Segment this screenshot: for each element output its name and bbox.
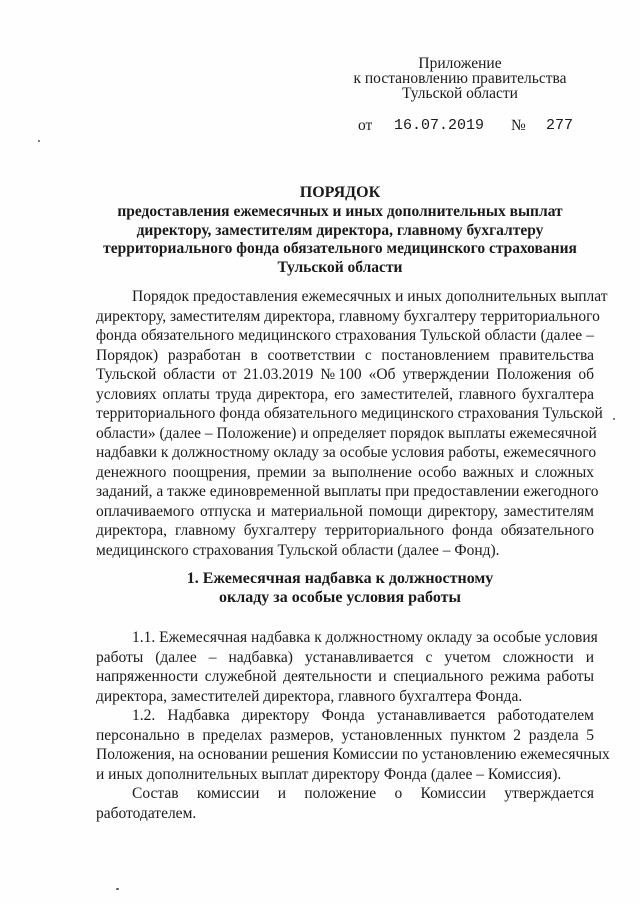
document-title: ПОРЯДОК xyxy=(299,184,381,201)
text-line: Порядок предоставления ежемесячных и иных дополнительных выплат xyxy=(132,288,608,305)
text-line: денежного поощрения, премии за выполнение особо важных и сложных xyxy=(96,463,594,481)
subtitle-line: директору, заместителям директора, главному бухгалтеру xyxy=(136,221,544,239)
subtitle-line: предоставления ежемесячных и иных дополнительных выплат xyxy=(117,203,563,220)
text-line: Тульской области от 21.03.2019 №100 «Об утверждении Положения об xyxy=(96,366,594,383)
subtitle-line: Тульской области xyxy=(277,258,403,276)
text-line: Состав комиссии и положение о Комиссии утверждается xyxy=(132,785,594,802)
text-line: директора, главному бухгалтеру территориального фонда обязательного xyxy=(96,522,594,539)
date-prefix: от xyxy=(358,117,373,134)
document-subtitle xyxy=(90,203,590,277)
text-line: оплачиваемого отпуска и материальной помощи директору, заместителям xyxy=(96,502,594,520)
paragraph-1-1 xyxy=(96,628,598,706)
text-line: и иных дополнительных выплат директору Фонда (далее – Комиссия). xyxy=(96,765,562,783)
text-line: напряженности служебной деятельности и специального режима работы xyxy=(96,668,594,685)
text-line: работодателем. xyxy=(96,804,197,822)
scan-speck xyxy=(116,888,119,890)
document-date: 16.07.2019 xyxy=(394,117,485,134)
text-line: заданий, а также единовременной выплаты при предоставлении ежегодного xyxy=(96,483,599,500)
appendix-line: к постановлению правительства xyxy=(353,70,567,87)
paragraph-commission xyxy=(96,784,594,823)
heading-line: 1. Ежемесячная надбавка к должностному xyxy=(186,570,494,587)
text-line: надбавки к должностному окладу за особые условия работы, ежемесячного xyxy=(96,444,597,461)
text-line: Порядок) разработан в соответствии с постановлением правительства xyxy=(96,346,594,364)
appendix-line: Приложение xyxy=(418,55,502,72)
heading-line: окладу за особые условия работы xyxy=(219,589,461,606)
text-line: работы (далее – надбавка) устанавливается с учетом сложности и xyxy=(96,648,594,666)
text-line: фонда обязательного медицинского страхования Тульской области (далее – xyxy=(96,327,594,344)
text-line: директора, заместителей директора, главного бухгалтера Фонда. xyxy=(96,687,523,705)
text-line: 1.2. Надбавка директору Фонда устанавливается работодателем xyxy=(132,707,594,724)
text-line: директору, заместителям директора, главному бухгалтеру территориального xyxy=(96,307,600,325)
text-line: территориального фонда обязательного медицинского страхования Тульской xyxy=(96,405,603,422)
text-line: медицинского страхования Тульской области (далее – Фонд). xyxy=(96,541,500,559)
scan-speck xyxy=(38,140,40,142)
appendix-line: Тульской области xyxy=(402,85,518,102)
intro-paragraph xyxy=(96,287,608,560)
number-sign: № xyxy=(511,117,526,134)
text-line: области» (далее – Положение) и определяет порядок выплаты ежемесячной xyxy=(96,424,597,442)
text-line: Положения, на основании решения Комиссии по установлению ежемесячных xyxy=(96,746,610,763)
appendix-header xyxy=(340,56,580,101)
text-line: условиях оплаты труда директора, его заместителей, главного бухгалтера xyxy=(96,385,594,403)
section-1-heading xyxy=(90,569,590,607)
text-line: 1.1. Ежемесячная надбавка к должностному окладу за особые условия xyxy=(132,629,598,646)
paragraph-1-2 xyxy=(96,706,610,784)
scan-speck xyxy=(613,418,615,420)
document-number: 277 xyxy=(546,117,574,134)
text-line: персонально в пределах размеров, установленных пунктом 2 раздела 5 xyxy=(96,726,594,744)
subtitle-line: территориального фонда обязательного медицинского страхования xyxy=(103,240,577,257)
